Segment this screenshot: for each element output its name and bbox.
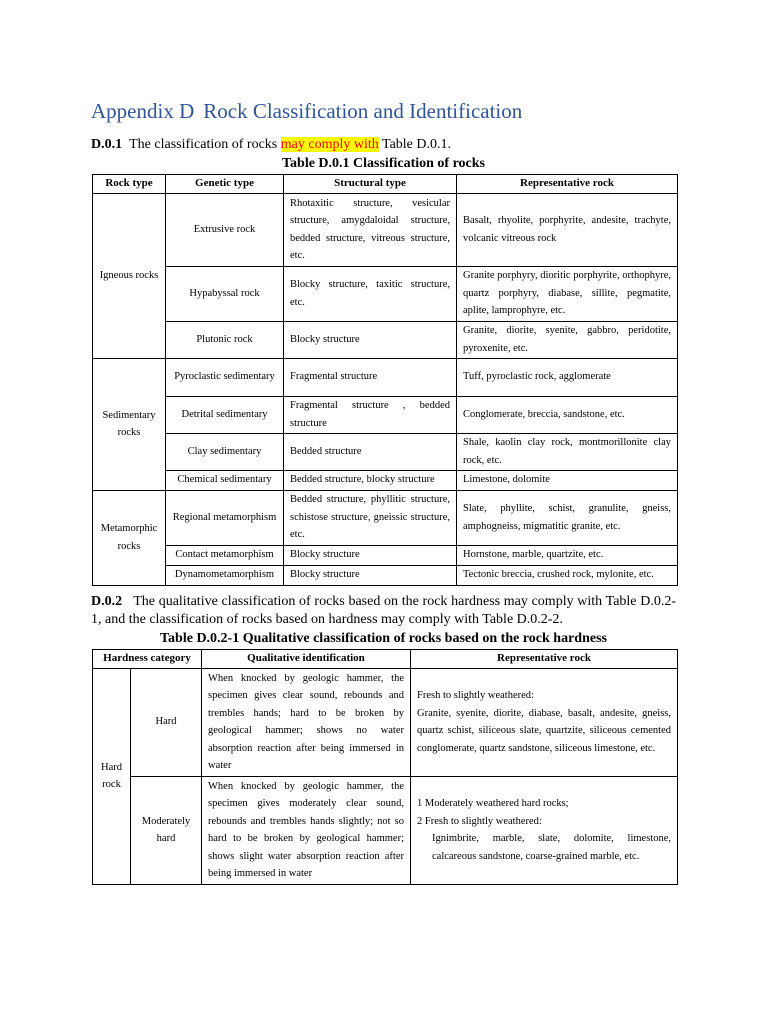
table-row <box>93 668 678 776</box>
genetic-type-cell: Hypabyssal rock <box>166 266 284 321</box>
genetic-type-cell: Contact metamorphism <box>166 545 284 565</box>
table1-caption: Table D.0.1 Classification of rocks <box>281 156 485 171</box>
genetic-type-cell: Detrital sedimentary <box>166 396 284 433</box>
clause-text: The classification of rocks <box>129 137 281 152</box>
structural-type-cell: Blocky structure <box>284 565 457 585</box>
table-header-row <box>93 650 678 669</box>
appendix-heading <box>91 99 522 124</box>
genetic-type-cell: Dynamometamorphism <box>166 565 284 585</box>
column-header: Genetic type <box>166 175 284 194</box>
rep-line: 2 Fresh to slightly weathered: <box>417 815 542 827</box>
column-header: Representative rock <box>457 175 678 194</box>
structural-type-cell: Blocky structure <box>284 545 457 565</box>
clause-text: The qualitative classification of rocks based on the rock hardness may comply with Table D.0.2-1, and the classification of rocks based on hardness may comply with Table D.0.2-2. <box>91 594 676 627</box>
appendix-label: Appendix D <box>91 99 195 123</box>
rock-type-cell: Metamorphic rocks <box>93 490 166 585</box>
table-row <box>93 433 678 470</box>
structural-type-cell: Fragmental structure <box>284 358 457 396</box>
hardness-group-cell: Hard rock <box>93 668 131 884</box>
representative-rock-cell: Hornstone, marble, quartzite, etc. <box>457 545 678 565</box>
genetic-type-cell: Plutonic rock <box>166 321 284 358</box>
table-row <box>93 266 678 321</box>
structural-type-cell: Bedded structure, blocky structure <box>284 470 457 490</box>
table-row <box>93 776 678 884</box>
table-row <box>93 193 678 266</box>
representative-rock-cell: Slate, phyllite, schist, granulite, gneiss, amphogneiss, migmatitic granite, etc. <box>457 490 678 545</box>
table-header-row <box>93 175 678 194</box>
genetic-type-cell: Chemical sedimentary <box>166 470 284 490</box>
table-row <box>93 321 678 358</box>
clause-d02 <box>91 593 676 629</box>
rep-line: Fresh to slightly weathered: <box>417 690 534 701</box>
column-header: Structural type <box>284 175 457 194</box>
representative-rock-cell: Granite porphyry, dioritic porphyrite, orthophyre, quartz porphyry, diabase, sillite, pegmatite, aplite, lamprophyre, etc. <box>457 266 678 321</box>
table-row <box>93 545 678 565</box>
representative-rock-cell: Basalt, rhyolite, porphyrite, andesite, trachyte, volcanic vitreous rock <box>457 193 678 266</box>
clause-d01 <box>91 136 676 154</box>
genetic-type-cell: Pyroclastic sedimentary <box>166 358 284 396</box>
rock-classification-table <box>92 174 678 586</box>
highlighted-text: may comply with <box>280 137 379 152</box>
table-row <box>93 470 678 490</box>
clause-label: D.0.2 <box>91 594 123 609</box>
table2-caption: Table D.0.2-1 Qualitative classification of rocks based on the rock hardness <box>160 631 607 646</box>
representative-rock-cell: Shale, kaolin clay rock, montmorillonite clay rock, etc. <box>457 433 678 470</box>
table-row <box>93 358 678 396</box>
structural-type-cell: Bedded structure <box>284 433 457 470</box>
column-header: Hardness category <box>93 650 202 669</box>
genetic-type-cell: Clay sedimentary <box>166 433 284 470</box>
representative-rock-cell <box>411 776 678 884</box>
identification-cell: When knocked by geologic hammer, the specimen gives moderately clear sound, rebounds and trembles hands slightly; not so hard to be broken by geological hammer; shows slight water absorption reaction after being immersed in water <box>202 776 411 884</box>
rep-line: 1 Moderately weathered hard rocks; <box>417 798 569 809</box>
hardness-category-cell: Hard <box>131 668 202 776</box>
representative-rock-cell: Tuff, pyroclastic rock, agglomerate <box>457 358 678 396</box>
column-header: Rock type <box>93 175 166 194</box>
rock-type-cell: Sedimentary rocks <box>93 358 166 490</box>
clause-text-end: Table D.0.1. <box>378 137 451 152</box>
structural-type-cell: Rhotaxitic structure, vesicular structure, amygdaloidal structure, bedded structure, vitreous structure, etc. <box>284 193 457 266</box>
structural-type-cell: Bedded structure, phyllitic structure, schistose structure, gneissic structure, etc. <box>284 490 457 545</box>
identification-cell: When knocked by geologic hammer, the specimen gives clear sound, rebounds and trembles hands; hard to be broken by geological hammer; shows no water absorption reaction after being immersed in water <box>202 668 411 776</box>
representative-rock-cell <box>411 668 678 776</box>
structural-type-cell: Fragmental structure , bedded structure <box>284 396 457 433</box>
hardness-classification-table <box>92 649 678 885</box>
representative-rock-cell: Conglomerate, breccia, sandstone, etc. <box>457 396 678 433</box>
representative-rock-cell: Tectonic breccia, crushed rock, mylonite, etc. <box>457 565 678 585</box>
column-header: Qualitative identification <box>202 650 411 669</box>
structural-type-cell: Blocky structure <box>284 321 457 358</box>
representative-rock-cell: Limestone, dolomite <box>457 470 678 490</box>
clause-label: D.0.1 <box>91 137 123 152</box>
rock-type-cell: Igneous rocks <box>93 193 166 358</box>
representative-rock-cell: Granite, diorite, syenite, gabbro, peridotite, pyroxenite, etc. <box>457 321 678 358</box>
column-header: Representative rock <box>411 650 678 669</box>
table-row <box>93 565 678 585</box>
genetic-type-cell: Extrusive rock <box>166 193 284 266</box>
structural-type-cell: Blocky structure, taxitic structure, etc. <box>284 266 457 321</box>
rep-line: Granite, syenite, diorite, diabase, basalt, andesite, gneiss, quartz schist, siliceous slate, quartzite, siliceous cemented conglomerate, quartz sandstone, siliceous limestone, etc. <box>417 707 671 754</box>
genetic-type-cell: Regional metamorphism <box>166 490 284 545</box>
appendix-title: Rock Classification and Identification <box>203 99 523 123</box>
hardness-category-cell: Moderately hard <box>131 776 202 884</box>
table-row <box>93 490 678 545</box>
rep-line: Ignimbrite, marble, slate, dolomite, limestone, calcareous sandstone, coarse-grained marble, etc. <box>432 833 671 862</box>
table-row <box>93 396 678 433</box>
